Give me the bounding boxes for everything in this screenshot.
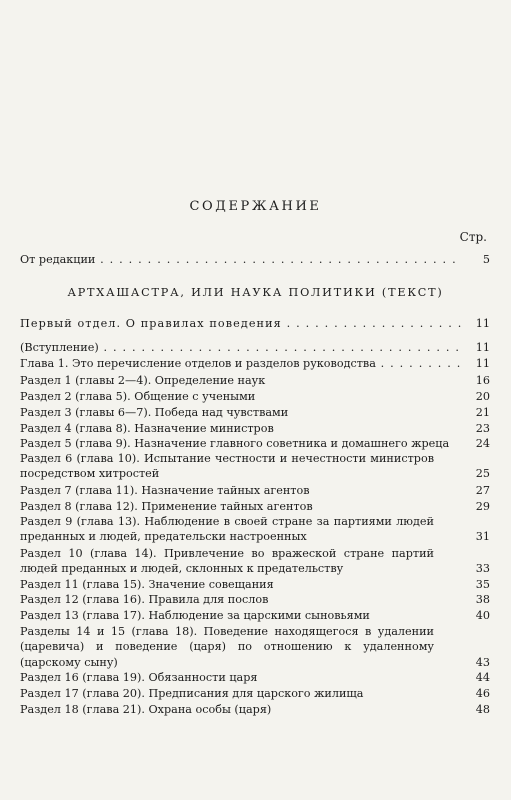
toc-entry — [20, 702, 490, 717]
toc-entry — [20, 686, 490, 701]
toc-page-number: 23 — [475, 422, 490, 435]
toc-page-number: 35 — [475, 578, 490, 591]
toc-entry-text: Раздел 8 (глава 12). Применение тайных агентов — [20, 500, 313, 513]
dot-leader — [282, 317, 462, 330]
dot-leader — [95, 253, 462, 266]
toc-entry-text: Раздел 4 (глава 8). Назначение министров — [20, 422, 274, 435]
toc-page-number: 11 — [475, 341, 490, 354]
toc-entry-text: От редакции — [20, 253, 96, 266]
toc-entry-text: Раздел 16 (глава 19). Обязанности царя — [20, 671, 258, 684]
toc-page-number: 11 — [475, 357, 490, 370]
toc-entry-text: Раздел 7 (глава 11). Назначение тайных агентов — [20, 484, 310, 497]
toc-page-number: 38 — [475, 593, 490, 606]
toc-entry — [20, 373, 490, 388]
contents-title: СОДЕРЖАНИЕ — [189, 199, 322, 214]
toc-entry-text: (Вступление) — [20, 341, 99, 354]
toc-entry-text: Раздел 2 (глава 5). Общение с учеными — [20, 390, 256, 403]
toc-page-number: 33 — [475, 562, 490, 576]
toc-entry-text: Раздел 11 (глава 15). Значение совещания — [20, 578, 274, 591]
toc-entry — [20, 405, 490, 420]
toc-entry — [20, 608, 490, 623]
toc-page-number: 48 — [475, 703, 490, 716]
toc-entry — [20, 389, 490, 404]
toc-page-number: 44 — [475, 671, 490, 684]
toc-entry-text: Раздел 5 (глава 9). Назначение главного советника и домашнего жреца — [20, 437, 450, 450]
toc-entry — [20, 252, 490, 267]
toc-entry — [20, 624, 490, 670]
toc-page-number: 25 — [475, 467, 490, 481]
toc-page-number: 21 — [475, 406, 490, 419]
toc-entry-text: Раздел 6 (глава 10). Испытание честности и нечестности министров посредством хитростей — [20, 452, 434, 481]
toc-entry-text: Раздел 12 (глава 16). Правила для послов — [20, 593, 269, 606]
toc-entry — [20, 546, 490, 577]
toc-entry-text: Раздел 10 (глава 14). Привлечение во вражеской стране партий людей преданных и людей, склонных к предательству — [20, 547, 434, 576]
toc-entry — [20, 421, 490, 436]
toc-page-number: 46 — [475, 687, 490, 700]
toc-page-number: 11 — [475, 317, 490, 330]
toc-page-number: 5 — [482, 253, 490, 266]
toc-page-number: 29 — [475, 500, 490, 513]
toc-entry — [20, 592, 490, 607]
toc-page-number: 20 — [475, 390, 490, 403]
toc-entry-text: Раздел 13 (глава 17). Наблюдение за царскими сыновьями — [20, 609, 370, 622]
toc-entry — [20, 340, 490, 355]
toc-page-number: 16 — [475, 374, 490, 387]
toc-page-number: 43 — [475, 655, 490, 669]
toc-page-number: 31 — [475, 530, 490, 544]
toc-entry-text: Раздел 9 (глава 13). Наблюдение в своей стране за партиями людей преданных и людей, предательски настроенных — [20, 515, 434, 544]
toc-entry-text: Раздел 3 (главы 6—7). Победа над чувствами — [20, 406, 289, 419]
dot-leader — [376, 357, 462, 370]
toc-page-number: 24 — [475, 437, 490, 450]
toc-entry — [20, 451, 490, 482]
section-heading: АРТХАШАСТРА, ИЛИ НАУКА ПОЛИТИКИ (ТЕКСТ) — [67, 286, 444, 299]
toc-entry — [20, 514, 490, 545]
toc-entry — [20, 483, 490, 498]
toc-entry — [20, 670, 490, 685]
dot-leader — [99, 341, 462, 354]
toc-entry — [20, 577, 490, 592]
toc-entry — [20, 499, 490, 514]
toc-entry — [20, 316, 490, 331]
toc-entry-text: Первый отдел. О правилах поведения — [20, 317, 282, 330]
toc-entry — [20, 436, 490, 451]
page-column-label: Стр. — [459, 230, 487, 244]
toc-entry-text: Разделы 14 и 15 (глава 18). Поведение находящегося в удалении (царевича) и поведение (царя) по отношению к удаленному (царскому сыну) — [20, 625, 434, 669]
toc-page-number: 40 — [475, 609, 490, 622]
toc-entry — [20, 356, 490, 371]
toc-entry-text: Раздел 18 (глава 21). Охрана особы (царя) — [20, 703, 272, 716]
toc-entry-text: Раздел 1 (главы 2—4). Определение наук — [20, 374, 266, 387]
toc-entry-text: Глава 1. Это перечисление отделов и разделов руководства — [20, 357, 376, 370]
toc-page-number: 27 — [475, 484, 490, 497]
toc-entry-text: Раздел 17 (глава 20). Предписания для царского жилища — [20, 687, 364, 700]
